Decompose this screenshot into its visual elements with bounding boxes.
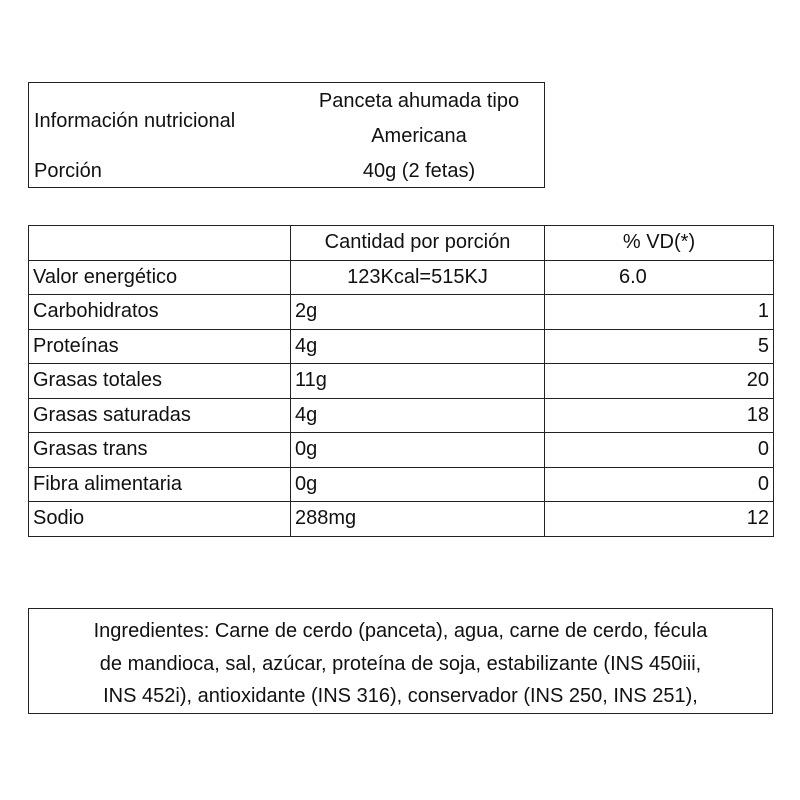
nutrient-daily-value: 12 (545, 502, 774, 537)
ingredients-line: de mandioca, sal, azúcar, proteína de soja, estabilizante (INS 450iii, (99, 652, 702, 675)
ingredients-line: Ingredientes: Carne de cerdo (panceta), agua, carne de cerdo, fécula (93, 620, 708, 642)
ingredients-line: INS 452i), antioxidante (INS 316), conservador (INS 250, INS 251), (103, 685, 698, 707)
nutrient-quantity: 2g (291, 295, 545, 330)
nutrient-daily-value: 0 (545, 433, 774, 468)
table-row (29, 467, 774, 502)
nutrient-quantity: 0g (291, 433, 545, 468)
table-row (29, 295, 774, 330)
nutrient-name: Grasas trans (29, 433, 291, 468)
nutrient-daily-value: 18 (545, 398, 774, 433)
nutrition-info-label: Información nutricional (34, 110, 236, 132)
table-header-cell: % VD(*) (545, 226, 774, 261)
table-row (29, 398, 774, 433)
nutrient-name: Sodio (29, 502, 291, 537)
nutrient-name: Valor energético (29, 260, 291, 295)
nutrient-quantity: 123Kcal=515KJ (291, 260, 545, 295)
nutrient-daily-value: 0 (545, 467, 774, 502)
nutrient-name: Proteínas (29, 329, 291, 364)
product-name-line2: Americana (371, 125, 467, 147)
nutrient-quantity: 288mg (291, 502, 545, 537)
portion-label: Porción (34, 160, 102, 182)
nutrient-name: Fibra alimentaria (29, 467, 291, 502)
nutrient-name: Carbohidratos (29, 295, 291, 330)
nutrient-name: Grasas saturadas (29, 398, 291, 433)
table-header-row (29, 226, 774, 261)
table-row (29, 502, 774, 537)
energy-row (29, 260, 774, 295)
nutrient-quantity: 4g (291, 398, 545, 433)
table-row (29, 329, 774, 364)
nutrient-daily-value: 20 (545, 364, 774, 399)
table-header-cell (29, 226, 291, 261)
portion-value: 40g (2 fetas) (362, 160, 476, 182)
nutrient-daily-value: 6.0 (545, 260, 774, 295)
nutrient-daily-value: 5 (545, 329, 774, 364)
table-row (29, 433, 774, 468)
nutrient-quantity: 0g (291, 467, 545, 502)
table-header-cell: Cantidad por porción (291, 226, 545, 261)
table-row (29, 364, 774, 399)
nutrient-quantity: 4g (291, 329, 545, 364)
nutrition-header-box (28, 82, 545, 188)
product-name-line1: Panceta ahumada tipo (318, 90, 520, 112)
nutrient-name: Grasas totales (29, 364, 291, 399)
nutrient-daily-value: 1 (545, 295, 774, 330)
nutrition-table (28, 225, 774, 537)
nutrient-quantity: 11g (291, 364, 545, 399)
ingredients-box (28, 608, 773, 714)
